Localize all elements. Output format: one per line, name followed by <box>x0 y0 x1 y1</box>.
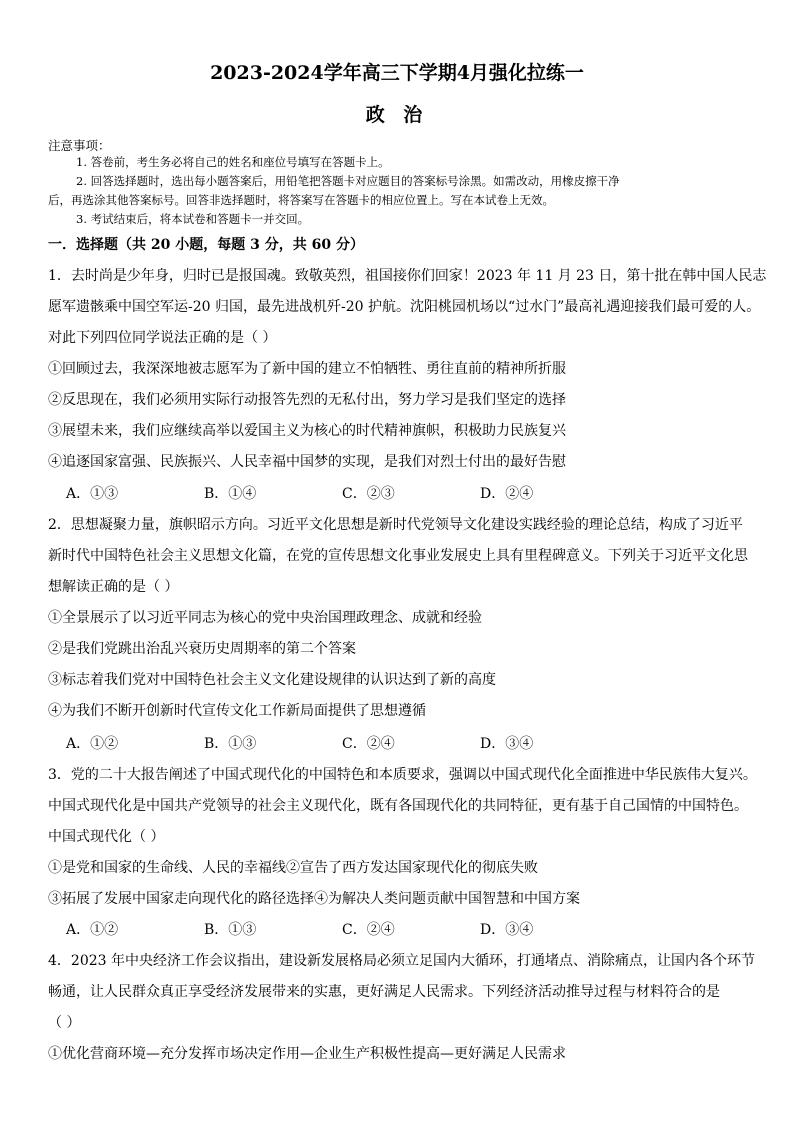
question-stem-line: 4．2023 年中央经济工作会议指出，建设新发展格局必须立足国内大循环，打通堵点、消除痛点，让国内各个环节 <box>48 953 755 969</box>
answer-choices <box>66 733 618 753</box>
choice-b[interactable]: B．①③ <box>204 922 257 938</box>
question-option: ④为我们不断开创新时代宣传文化工作新局面提供了思想遵循 <box>48 703 426 719</box>
choice-b[interactable]: B．①④ <box>204 486 257 502</box>
choice-c[interactable]: C．②③ <box>342 486 395 502</box>
answer-choices <box>66 483 618 503</box>
choice-b[interactable]: B．①③ <box>204 736 257 752</box>
question-stem-line: 1．去时尚是少年身，归时已是报国魂。致敬英烈，祖国接你们回家！2023 年 11 月 23 日，第十批在韩中国人民志 <box>48 268 767 284</box>
question-stem-line: 对此下列四位同学说法正确的是（ ） <box>48 330 277 346</box>
question-stem-line: 2．思想凝聚力量，旗帜昭示方向。习近平文化思想是新时代党领导文化建设实践经验的理论总结，构成了习近平 <box>48 517 743 533</box>
question-stem-line: （ ） <box>48 1015 81 1031</box>
choice-a[interactable]: A．①② <box>66 736 119 752</box>
question-option: ②是我们党跳出治乱兴衰历史周期率的第二个答案 <box>48 641 356 657</box>
notice-item: 后，再选涂其他答案标号。回答非选择题时，将答案写在答题卡的相应位置上。写在本试卷上无效。 <box>48 193 554 207</box>
question-option: ③标志着我们党对中国特色社会主义文化建设规律的认识达到了新的高度 <box>48 672 496 688</box>
question-stem-line: 愿军遗骸乘中国空军运-20 归国，最先进战机歼-20 护航。沈阳桃园机场以“过水门”最高礼遇迎接我们最可爱的人。 <box>48 299 761 315</box>
question-option: ③展望未来，我们应继续高举以爱国主义为核心的时代精神旗帜，积极助力民族复兴 <box>48 423 566 439</box>
question-stem-line: 中国式现代化（ ） <box>48 829 165 845</box>
question-option: ①是党和国家的生命线、人民的幸福线②宣告了西方发达国家现代化的彻底失败 <box>48 860 538 876</box>
question-option: ①回顾过去，我深深地被志愿军为了新中国的建立不怕牺牲、勇往直前的精神所折服 <box>48 361 566 377</box>
notice-item: 1. 答卷前，考生务必将自己的姓名和座位号填写在答题卡上。 <box>76 155 390 169</box>
question-stem-line: 新时代中国特色社会主义思想文化篇，在党的宣传思想文化事业发展史上具有里程碑意义。下列关于习近平文化思 <box>48 548 748 564</box>
answer-choices <box>66 919 618 939</box>
question-stem-line: 3．党的二十大报告阐述了中国式现代化的中国特色和本质要求，强调以中国式现代化全面推进中华民族伟大复兴。 <box>48 767 757 783</box>
choice-a[interactable]: A．①② <box>66 922 119 938</box>
section-title: 一．选择题（共 20 小题，每题 3 分，共 60 分） <box>48 237 364 253</box>
question-stem-line: 中国式现代化是中国共产党领导的社会主义现代化，既有各国现代化的共同特征，更有基于自己国情的中国特色。 <box>48 798 748 814</box>
choice-d[interactable]: D．③④ <box>480 922 534 938</box>
choice-a[interactable]: A．①③ <box>66 486 119 502</box>
question-stem-line: 畅通，让人民群众真正享受经济发展带来的实惠，更好满足人民需求。下列经济活动推导过程与材料符合的是 <box>48 984 720 1000</box>
choice-d[interactable]: D．③④ <box>480 736 534 752</box>
choice-c[interactable]: C．②④ <box>342 736 395 752</box>
notice-item: 3. 考试结束后，将本试卷和答题卡一并交回。 <box>76 212 310 226</box>
choice-d[interactable]: D．②④ <box>480 486 534 502</box>
notice-heading: 注意事项： <box>48 138 111 153</box>
choice-c[interactable]: C．②④ <box>342 922 395 938</box>
notice-item: 2. 回答选择题时，选出每小题答案后，用铅笔把答题卡对应题目的答案标号涂黑。如需改动，用橡皮擦干净 <box>76 174 620 188</box>
question-option: ①优化营商环境—充分发挥市场决定作用—企业生产积极性提高—更好满足人民需求 <box>48 1046 566 1062</box>
subject-title: 政 治 <box>365 104 429 126</box>
question-option: ④追逐国家富强、民族振兴、人民幸福中国梦的实现，是我们对烈士付出的最好告慰 <box>48 454 566 470</box>
question-stem-line: 想解读正确的是（ ） <box>48 579 179 595</box>
question-option: ①全景展示了以习近平同志为核心的党中央治国理政理念、成就和经验 <box>48 610 482 626</box>
exam-title: 2023-2024学年高三下学期4月强化拉练一 <box>210 62 584 84</box>
question-option: ③拓展了发展中国家走向现代化的路径选择④为解决人类问题贡献中国智慧和中国方案 <box>48 891 580 907</box>
question-option: ②反思现在，我们必须用实际行动报答先烈的无私付出，努力学习是我们坚定的选择 <box>48 392 566 408</box>
